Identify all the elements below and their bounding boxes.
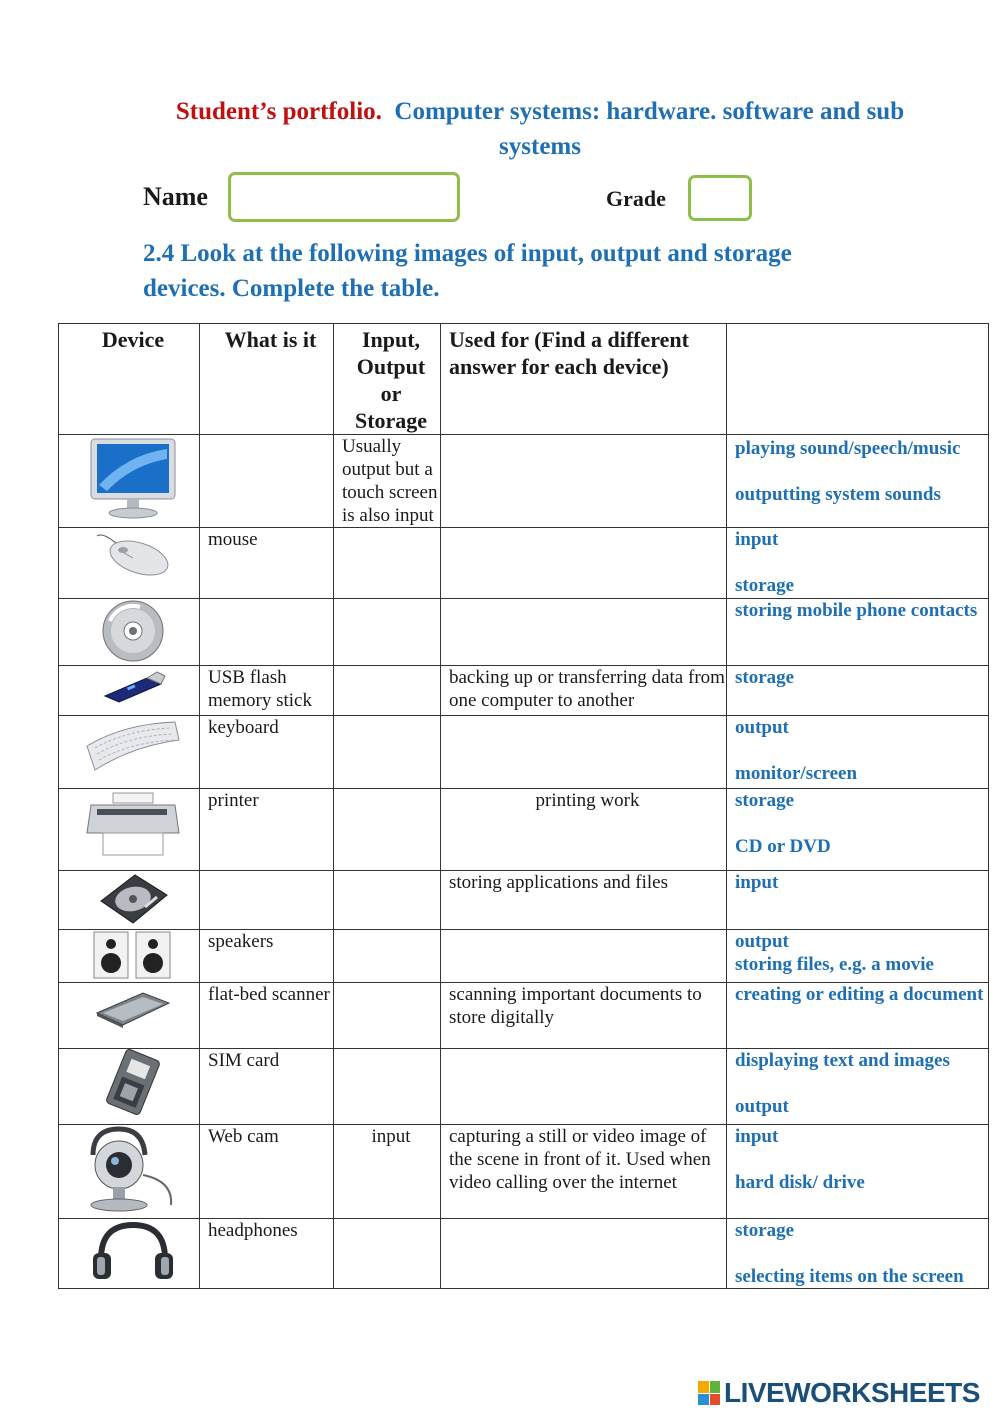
option-item[interactable]: selecting items on the screen	[735, 1266, 964, 1287]
used-cell[interactable]	[441, 599, 727, 666]
sim-card-icon	[101, 1049, 165, 1115]
options-cell	[727, 666, 989, 716]
option-item[interactable]: storage	[735, 790, 795, 811]
io-cell: Usually output but a touch screen is also input	[334, 435, 441, 528]
instruction-line-2: devices. Complete the table.	[143, 275, 440, 302]
io-cell[interactable]	[334, 716, 441, 789]
device-image	[59, 666, 200, 716]
header-io: Input, Output or Storage	[334, 324, 441, 435]
device-image	[59, 930, 200, 983]
io-cell[interactable]	[334, 930, 441, 983]
usb-stick-icon	[99, 666, 167, 704]
options-cell	[727, 1049, 989, 1125]
grade-label: Grade	[606, 186, 666, 211]
device-image	[59, 599, 200, 666]
instruction-line-1: 2.4 Look at the following images of input, output and storage	[143, 240, 792, 267]
io-cell[interactable]	[334, 983, 441, 1049]
option-item[interactable]: monitor/screen	[735, 763, 858, 784]
what-cell: keyboard	[200, 716, 334, 789]
io-cell[interactable]	[334, 871, 441, 930]
what-cell[interactable]	[200, 435, 334, 528]
options-cell	[727, 716, 989, 789]
devices-table	[58, 323, 989, 1289]
option-item[interactable]: storage	[735, 1220, 795, 1241]
table-row	[59, 930, 989, 983]
keyboard-icon	[83, 716, 183, 772]
option-item[interactable]: storing mobile phone contacts	[735, 600, 978, 621]
table-row	[59, 983, 989, 1049]
table-row	[59, 871, 989, 930]
what-cell: speakers	[200, 930, 334, 983]
what-cell: headphones	[200, 1219, 334, 1289]
cd-icon	[100, 599, 166, 663]
options-cell	[727, 1219, 989, 1289]
scanner-icon	[93, 983, 173, 1029]
what-cell[interactable]	[200, 871, 334, 930]
header-options	[727, 324, 989, 435]
liveworksheets-logo-icon	[698, 1381, 720, 1405]
io-cell[interactable]	[334, 528, 441, 599]
used-cell: storing applications and files	[441, 871, 727, 930]
option-item[interactable]: storage	[735, 575, 795, 596]
used-cell[interactable]	[441, 435, 727, 528]
options-cell	[727, 871, 989, 930]
device-image	[59, 1125, 200, 1219]
worksheet-title	[140, 94, 940, 164]
used-cell[interactable]	[441, 716, 727, 789]
device-image	[59, 871, 200, 930]
used-cell[interactable]	[441, 1219, 727, 1289]
brand-name: LIVEWORKSHEETS	[724, 1377, 980, 1408]
used-cell: printing work	[441, 789, 727, 871]
table-row	[59, 789, 989, 871]
used-cell: backing up or transferring data from one computer to another	[441, 666, 727, 716]
instruction	[143, 236, 903, 306]
option-item[interactable]: output	[735, 931, 789, 952]
table-row	[59, 528, 989, 599]
name-input[interactable]	[228, 172, 460, 222]
grade-input[interactable]	[688, 175, 752, 221]
table-row	[59, 435, 989, 528]
options-cell	[727, 789, 989, 871]
io-cell[interactable]	[334, 1219, 441, 1289]
device-image	[59, 1219, 200, 1289]
table-row	[59, 1049, 989, 1125]
title-topic-cont: systems	[499, 133, 581, 160]
io-cell[interactable]	[334, 789, 441, 871]
what-cell[interactable]	[200, 599, 334, 666]
header-used-for: Used for (Find a different answer for each device)	[441, 324, 727, 435]
option-item[interactable]: storing files, e.g. a movie	[735, 954, 934, 975]
used-cell: capturing a still or video image of the scene in front of it. Used when video calling over the internet	[441, 1125, 727, 1219]
device-image	[59, 528, 200, 599]
used-cell[interactable]	[441, 1049, 727, 1125]
header-device: Device	[59, 324, 200, 435]
option-item[interactable]: displaying text and images	[735, 1050, 950, 1071]
used-cell[interactable]	[441, 528, 727, 599]
printer-icon	[83, 789, 183, 859]
what-cell: flat-bed scanner	[200, 983, 334, 1049]
liveworksheets-logo	[698, 1376, 996, 1410]
what-cell: Web cam	[200, 1125, 334, 1219]
device-image	[59, 716, 200, 789]
option-item[interactable]: hard disk/ drive	[735, 1172, 865, 1193]
option-item[interactable]: creating or editing a document	[735, 984, 984, 1005]
title-topic: Computer systems: hardware. software and sub	[394, 98, 905, 125]
device-image	[59, 1049, 200, 1125]
io-cell[interactable]	[334, 599, 441, 666]
what-cell: SIM card	[200, 1049, 334, 1125]
io-cell[interactable]	[334, 666, 441, 716]
option-item[interactable]: output	[735, 1096, 789, 1117]
option-item[interactable]: playing sound/speech/music	[735, 438, 961, 459]
table-row	[59, 599, 989, 666]
mouse-icon	[93, 528, 173, 578]
name-label: Name	[143, 182, 208, 211]
option-item[interactable]: storage	[735, 667, 795, 688]
option-item[interactable]: input	[735, 529, 779, 550]
what-cell: printer	[200, 789, 334, 871]
what-cell: mouse	[200, 528, 334, 599]
options-cell	[727, 1125, 989, 1219]
option-item[interactable]: input	[735, 1126, 779, 1147]
table-row	[59, 666, 989, 716]
option-item[interactable]: CD or DVD	[735, 836, 831, 857]
used-cell[interactable]	[441, 930, 727, 983]
option-item[interactable]: input	[735, 872, 779, 893]
table-row	[59, 1219, 989, 1289]
device-image	[59, 789, 200, 871]
what-cell: USB flash memory stick	[200, 666, 334, 716]
io-cell: input	[334, 1125, 441, 1219]
options-cell	[727, 930, 989, 983]
header-what: What is it	[200, 324, 334, 435]
option-item[interactable]: outputting system sounds	[735, 484, 941, 505]
webcam-icon	[83, 1125, 183, 1213]
option-item[interactable]: output	[735, 717, 789, 738]
options-cell	[727, 528, 989, 599]
device-image	[59, 435, 200, 528]
options-cell	[727, 983, 989, 1049]
used-cell: scanning important documents to store digitally	[441, 983, 727, 1049]
header-row	[59, 324, 989, 435]
table-row	[59, 1125, 989, 1219]
headphones-icon	[89, 1219, 177, 1281]
monitor-icon	[87, 435, 179, 521]
speakers-icon	[90, 930, 176, 980]
title-portfolio: Student’s portfolio.	[175, 98, 382, 125]
device-image	[59, 983, 200, 1049]
io-cell[interactable]	[334, 1049, 441, 1125]
options-cell	[727, 435, 989, 528]
hard-disk-icon	[95, 871, 171, 927]
table-row	[59, 716, 989, 789]
options-cell	[727, 599, 989, 666]
